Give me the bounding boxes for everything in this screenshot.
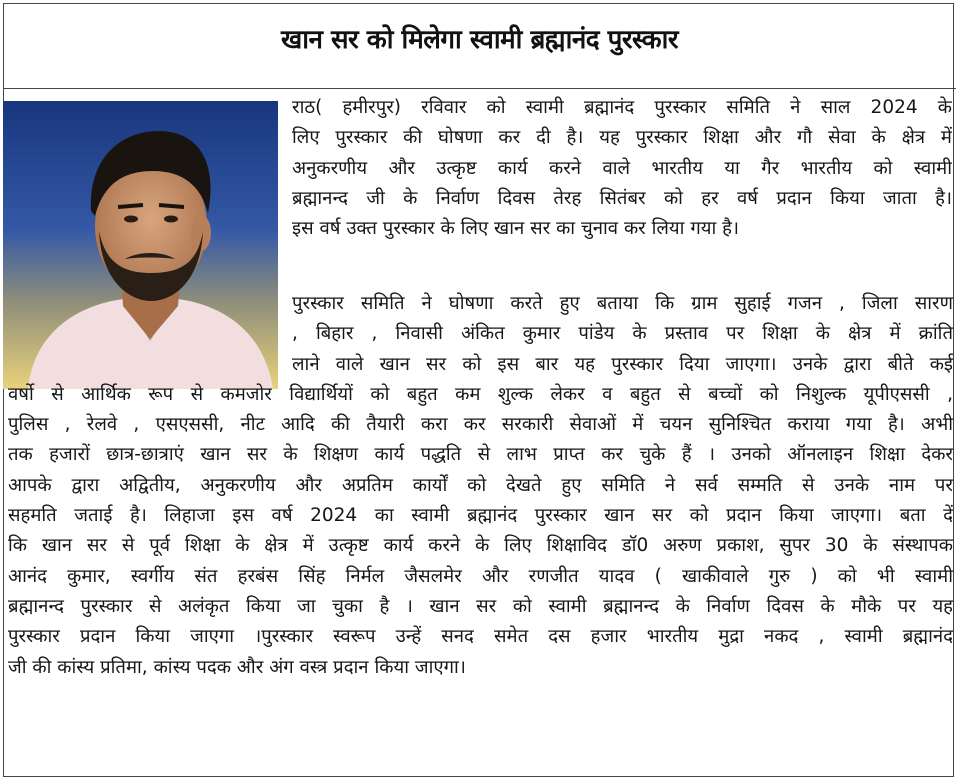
text-line: आनंद कुमार, स्वर्गीय संत हरबंस सिंह निर्मल जैसलमेर और रणजीत यादव ( खाकीवाले गुरु ) को भी स्वामी [8,565,953,587]
text-line: , बिहार , निवासी अंकित कुमार पांडेय के प्रस्ताव पर शिक्षा के क्षेत्र में क्रांति [292,323,953,345]
article-headline: खान सर को मिलेगा स्वामी ब्रह्मानंद पुरस्कार [280,25,679,55]
text-line: इस वर्ष उक्त पुरस्कार के लिए खान सर का चुनाव कर लिया गया है। [292,218,739,240]
text-line: पुरस्कार समिति ने घोषणा करते हुए बताया कि ग्राम सुहाई गजन , जिला सारण [292,293,953,314]
article-paragraph-1 [292,93,952,244]
text-line: सहमति जताई है। लिहाजा इस वर्ष 2024 का स्वामी ब्रह्मानंद पुरस्कार खान सर को प्रदान किया जाएगा। बता दें [8,505,953,527]
article-paragraph-2 [8,289,953,683]
text-line: कि खान सर से पूर्व शिक्षा के क्षेत्र में उत्कृष्ट कार्य करने के लिए शिक्षाविद डॉ0 अरुण प्रकाश, सुपर 30 के संस्थापक [8,535,953,557]
text-line: लिए पुरस्कार की घोषणा कर दी है। यह पुरस्कार शिक्षा और गौ सेवा के क्षेत्र में [292,127,952,149]
text-line: ब्रह्मानन्द जी के निर्वाण दिवस तेरह सितंबर को हर वर्ष प्रदान किया जाता है। [292,187,952,209]
text-line: राठ( हमीरपुर) रविवार को स्वामी ब्रह्मानंद पुरस्कार समिति ने साल 2024 के [292,97,952,118]
text-line: पुलिस , रेलवे , एसएससी, नीट आदि की तैयारी करा कर सरकारी सेवाओं में चयन सुनिश्चित कराया गया है। अभी [8,414,953,436]
text-line: पुरस्कार प्रदान किया जाएगा ।पुरस्कार स्वरूप उन्हें सनद समेत दस हजार भारतीय मुद्रा नकद , स्वामी ब्रह्मानंद [8,626,953,648]
text-line: ब्रह्मानन्द पुरस्कार से अलंकृत किया जा चुका है । खान सर को स्वामी ब्रह्मानन्द के निर्वाण दिवस के मौके पर यह [8,595,953,617]
text-line: वर्षो से आर्थिक रूप से कमजोर विद्यार्थियों को बहुत कम शुल्क लेकर व बहुत से बच्चों को निशुल्क यूपीएससी , [8,383,953,405]
text-line: तक हजारों छात्र-छात्राएं खान सर के शिक्षण कार्य पद्धति से लाभ प्राप्त कर चुके हैं । उनको ऑनलाइन शिक्षा देकर [8,444,953,466]
text-line: जी की कांस्य प्रतिमा, कांस्य पदक और अंग वस्त्र प्रदान किया जाएगा। [8,656,466,678]
text-line: अनुकरणीय और उत्कृष्ट कार्य करने वाले भारतीय या गैर भारतीय को स्वामी [292,157,952,179]
text-line: लाने वाले खान सर को इस बार यह पुरस्कार दिया जाएगा। उनके द्वारा बीते कई [292,353,953,375]
text-line: आपके द्वारा अद्वितीय, अनुकरणीय और अप्रतिम कार्यों को देखते हुए समिति ने सर्व सम्मति से उनके नाम पर [8,474,953,496]
headline-divider [3,88,956,89]
